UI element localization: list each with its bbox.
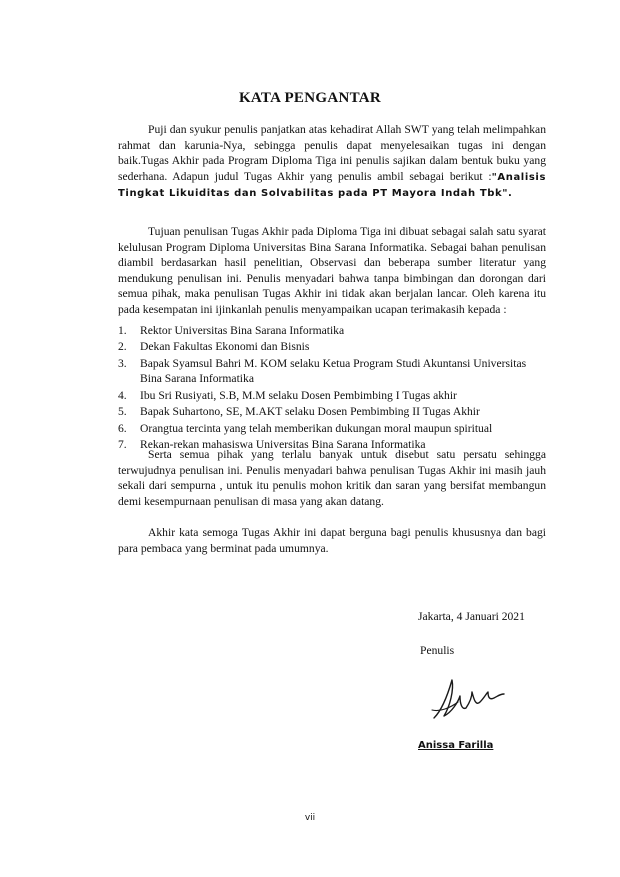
list-item: [118, 356, 546, 387]
acknowledgement-list: [118, 323, 546, 453]
list-item-number: 6.: [118, 421, 127, 435]
page-title: KATA PENGANTAR: [238, 90, 382, 106]
purpose-paragraph: [118, 224, 546, 318]
list-item: [118, 404, 546, 420]
page-number: vii: [304, 813, 316, 823]
closing-paragraph-text: Akhir kata semoga Tugas Akhir ini dapat berguna bagi penulis khususnya dan bagi para pembaca yang berminat pada umumnya.: [118, 526, 546, 555]
gratitude-paragraph: [118, 447, 546, 509]
list-item-number: 4.: [118, 388, 127, 402]
signer-role: Penulis: [420, 644, 455, 657]
list-item-number: 1.: [118, 324, 127, 337]
list-item-text: Rekan-rekan mahasiswa Universitas Bina Sarana Informatika: [140, 437, 426, 451]
purpose-paragraph-text: Tujuan penulisan Tugas Akhir pada Diploma Tiga ini dibuat sebagai salah satu syarat kelulusan Program Diploma Universitas Bina Sarana Informatika. Sebagai bahan penulisan diambil berdasarkan hasil penelitian, Observasi dan beberapa sumber literatur yang mendukung penulisan ini. Penulis menyadari bahwa tanpa bimbingan dan dorongan dari semua pihak, maka penulisan Tugas Akhir ini tidak akan berjalan lancar. Oleh karena itu pada kesempatan ini ijinkanlah penulis menyampaikan ucapan terimakasih kepada :: [118, 225, 546, 316]
place-date: Jakarta, 4 Januari 2021: [418, 610, 525, 623]
handwritten-signature: [428, 672, 508, 728]
thesis-title: "Analisis Tingkat Likuiditas dan Solvabilitas pada PT Mayora Indah Tbk".: [118, 171, 546, 200]
list-item-text: Bapak Suhartono, SE, M.AKT selaku Dosen Pembimbing II Tugas Akhir: [140, 405, 480, 419]
list-item: [118, 339, 546, 355]
list-item-text: Dekan Fakultas Ekonomi dan Bisnis: [140, 340, 310, 354]
signer-name: Anissa Farilla: [418, 740, 494, 751]
list-item-text: Rektor Universitas Bina Sarana Informatika: [140, 324, 345, 337]
list-item: [118, 323, 546, 339]
list-item-number: 2.: [118, 340, 127, 354]
list-item-text: Ibu Sri Rusiyati, S.B, M.M selaku Dosen Pembimbing I Tugas akhir: [140, 388, 457, 402]
list-item-text: Bapak Syamsul Bahri M. KOM selaku Ketua Program Studi Akuntansi Universitas Bina Sarana Informatika: [140, 356, 527, 386]
list-item-number: 7.: [118, 437, 127, 451]
list-item-number: 3.: [118, 356, 127, 370]
intro-paragraph: [118, 122, 546, 202]
intro-paragraph-text: Puji dan syukur penulis panjatkan atas kehadirat Allah SWT yang telah melimpahkan rahmat dan karunia-Nya, sebingga penulis dapat menyelesaikan tugas ini dengan baik.Tugas Akhir pada Program Diploma Tiga ini penulis sajikan dalam bentuk buku yang sederhana. Adapun judul Tugas Akhir yang penulis ambil sebagai berikut :: [118, 123, 546, 183]
list-item-text: Orangtua tercinta yang telah memberikan dukungan moral maupun spiritual: [140, 421, 493, 435]
list-item-number: 5.: [118, 405, 127, 419]
list-item: [118, 388, 546, 404]
list-item: [118, 421, 546, 437]
closing-paragraph: [118, 525, 546, 556]
gratitude-paragraph-text: Serta semua pihak yang terlalu banyak untuk disebut satu persatu sehingga terwujudnya penulisan ini. Penulis menyadari bahwa penulisan Tugas Akhir ini masih jauh sekali dari sempurna , untuk itu penulis mohon kritik dan saran yang bersifat membangun demi kesempurnaan penulisan di masa yang akan datang.: [118, 448, 546, 508]
